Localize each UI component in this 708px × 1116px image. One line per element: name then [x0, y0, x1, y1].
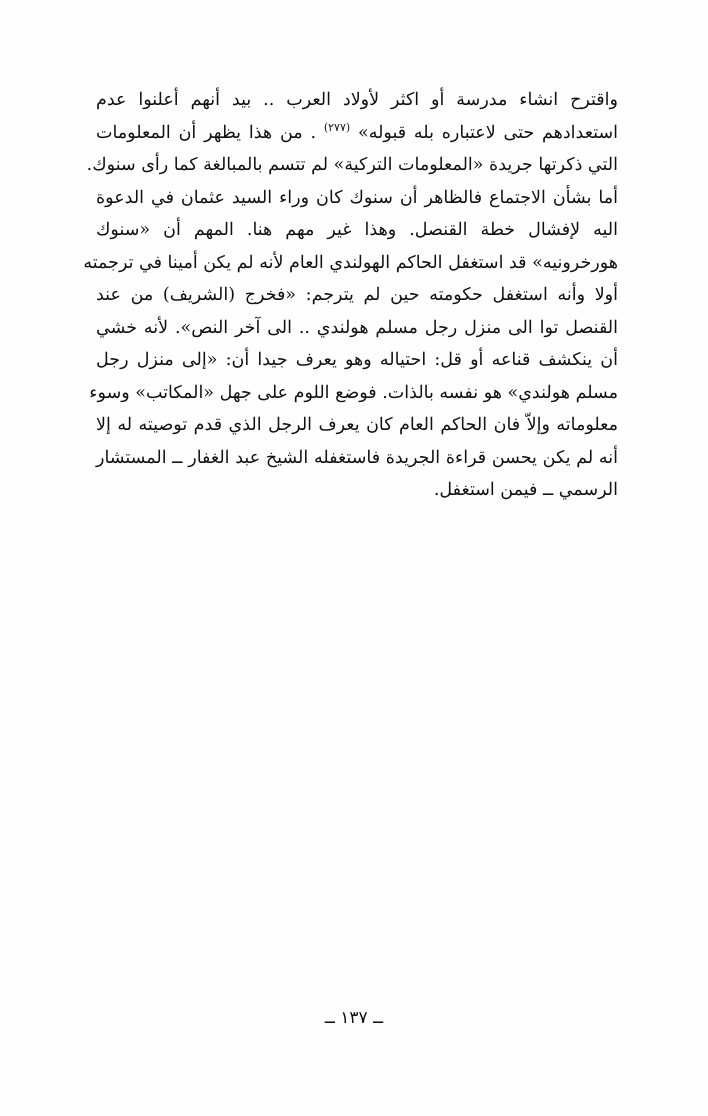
text-line-2 [96, 117, 618, 150]
text-line-8: القنصل توا الى منزل رجل مسلم هولندي .. الى آخر النص». لأنه خشي [96, 317, 618, 338]
text-line-2-end: . من هذا يظهر أن المعلومات [96, 122, 317, 143]
footnote-reference[interactable]: (٢٧٧) [323, 120, 351, 134]
text-line-5: اليه لإفشال خطة القنصل. وهذا غير مهم هنا. المهم أن «سنوك [96, 220, 618, 240]
page-number: ــ ١٣٧ ــ [324, 1008, 384, 1028]
text-line-6: هورخرونيه» قد استغفل الحاكم الهولندي العام لأنه لم يكن أمينا في ترجمته [83, 252, 618, 273]
text-line-2-start: استعدادهم حتى لاعتباره بله قبوله» [357, 122, 618, 143]
text-line-11: معلوماته وإلاّ فان الحاكم العام كان يعرف الرجل الذي قدم توصيته له إلا [96, 415, 618, 435]
text-line-9: أن ينكشف قناعه أو قل: احتياله وهو يعرف جيدا أن: «إلى منزل رجل [96, 350, 618, 370]
text-line-1: واقترح انشاء مدرسة أو اكثر لأولاد العرب .. بيد أنهم أعلنوا عدم [96, 90, 618, 110]
text-line-3: التي ذكرتها جريدة «المعلومات التركية» لم تتسم بالمبالغة كما رأى سنوك. [86, 155, 618, 175]
text-line-7: أولا وأنه استغفل حكومته حين لم يترجم: «فخرج (الشريف) من عند [96, 285, 618, 305]
text-line-13: الرسمي ــ فيمن استغفل. [433, 480, 618, 500]
body-text [83, 84, 618, 507]
text-line-12: أنه لم يكن يحسن قراءة الجريدة فاستغفله الشيخ عبد الغفار ــ المستشار [96, 447, 618, 468]
text-line-10: مسلم هولندي» هو نفسه بالذات. فوضع اللوم على جهل «المكاتب» وسوء [89, 382, 618, 403]
text-line-4: أما بشأن الاجتماع فالظاهر أن سنوك كان وراء السيد عثمان في الدعوة [96, 187, 618, 208]
